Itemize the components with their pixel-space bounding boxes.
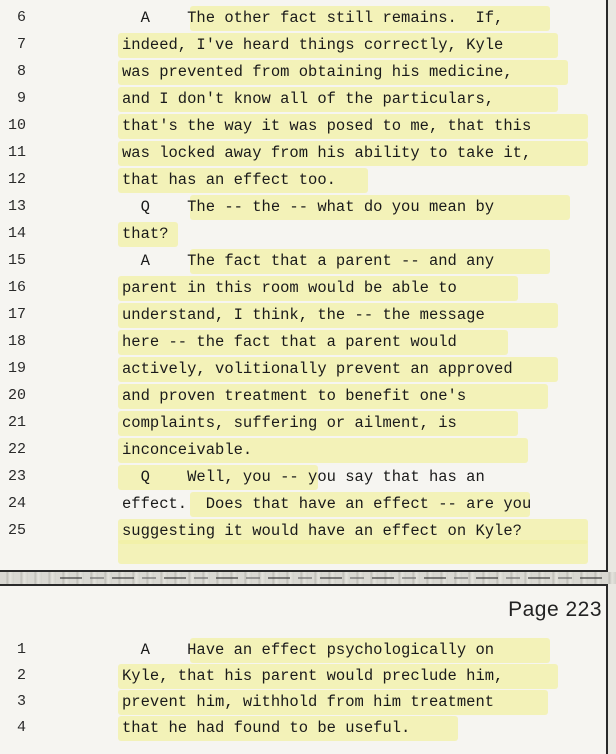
line-number: 22 xyxy=(7,441,26,458)
line-number: 4 xyxy=(16,719,26,736)
transcript-line xyxy=(0,249,600,276)
transcript-line xyxy=(0,6,600,33)
line-number: 14 xyxy=(7,225,26,242)
highlight-mark xyxy=(118,540,588,564)
line-number: 24 xyxy=(7,495,26,512)
line-text: and I don't know all of the particulars, xyxy=(122,90,495,108)
line-text: was prevented from obtaining his medicine, xyxy=(122,63,513,81)
line-text: indeed, I've heard things correctly, Kyle xyxy=(122,36,504,54)
transcript-line xyxy=(0,168,600,195)
line-text: that? xyxy=(122,225,169,243)
line-text: was locked away from his ability to take it, xyxy=(122,144,532,162)
line-number: 18 xyxy=(7,333,26,350)
line-number: 25 xyxy=(7,522,26,539)
line-number: 3 xyxy=(16,693,26,710)
transcript-line xyxy=(0,303,600,330)
page-number-label: Page 223 xyxy=(508,598,602,621)
transcript-line xyxy=(0,716,600,743)
line-text: that has an effect too. xyxy=(122,171,336,189)
transcript-line xyxy=(0,276,600,303)
transcript-line xyxy=(0,465,600,492)
transcript-line xyxy=(0,33,600,60)
line-text: A Have an effect psychologically on xyxy=(122,641,495,659)
line-number: 20 xyxy=(7,387,26,404)
line-number: 21 xyxy=(7,414,26,431)
line-number: 16 xyxy=(7,279,26,296)
transcript-line xyxy=(0,141,600,168)
transcript-line xyxy=(0,357,600,384)
line-number: 9 xyxy=(16,90,26,107)
transcript-line xyxy=(0,492,600,519)
line-text: Q The -- the -- what do you mean by xyxy=(122,198,495,216)
transcript-line xyxy=(0,330,600,357)
line-number: 19 xyxy=(7,360,26,377)
line-number: 11 xyxy=(7,144,26,161)
line-number: 8 xyxy=(16,63,26,80)
line-number: 2 xyxy=(16,667,26,684)
line-text: prevent him, withhold from him treatment xyxy=(122,693,495,711)
line-text: effect. Does that have an effect -- are you xyxy=(122,495,532,513)
page-edge-scan-mark xyxy=(60,577,608,579)
transcript-line xyxy=(0,195,600,222)
line-text: parent in this room would be able to xyxy=(122,279,457,297)
line-text: inconceivable. xyxy=(122,441,253,459)
transcript-line xyxy=(0,411,600,438)
line-text: Q Well, you -- you say that has an xyxy=(122,468,485,486)
line-number: 12 xyxy=(7,171,26,188)
line-text: actively, volitionally prevent an approved xyxy=(122,360,513,378)
line-text: A The fact that a parent -- and any xyxy=(122,252,495,270)
line-text: and proven treatment to benefit one's xyxy=(122,387,467,405)
line-text: understand, I think, the -- the message xyxy=(122,306,485,324)
transcript-line xyxy=(0,690,600,717)
transcript-line xyxy=(0,222,600,249)
transcript-line xyxy=(0,438,600,465)
line-number: 15 xyxy=(7,252,26,269)
line-text: complaints, suffering or ailment, is xyxy=(122,414,457,432)
transcript-line xyxy=(0,114,600,141)
line-number: 23 xyxy=(7,468,26,485)
transcript-line xyxy=(0,60,600,87)
transcript-line xyxy=(0,664,600,691)
line-text: suggesting it would have an effect on Kyle? xyxy=(122,522,522,540)
line-number: 10 xyxy=(7,117,26,134)
transcript-line xyxy=(0,540,600,567)
line-text: that's the way it was posed to me, that this xyxy=(122,117,532,135)
line-number: 6 xyxy=(16,9,26,26)
line-number: 17 xyxy=(7,306,26,323)
transcript-line xyxy=(0,87,600,114)
line-number: 1 xyxy=(16,641,26,658)
line-number: 13 xyxy=(7,198,26,215)
line-text: A The other fact still remains. If, xyxy=(122,9,504,27)
line-text: Kyle, that his parent would preclude him, xyxy=(122,667,504,685)
transcript-line xyxy=(0,384,600,411)
line-text: that he had found to be useful. xyxy=(122,719,411,737)
transcript-line xyxy=(0,638,600,665)
line-text: here -- the fact that a parent would xyxy=(122,333,457,351)
line-number: 7 xyxy=(16,36,26,53)
